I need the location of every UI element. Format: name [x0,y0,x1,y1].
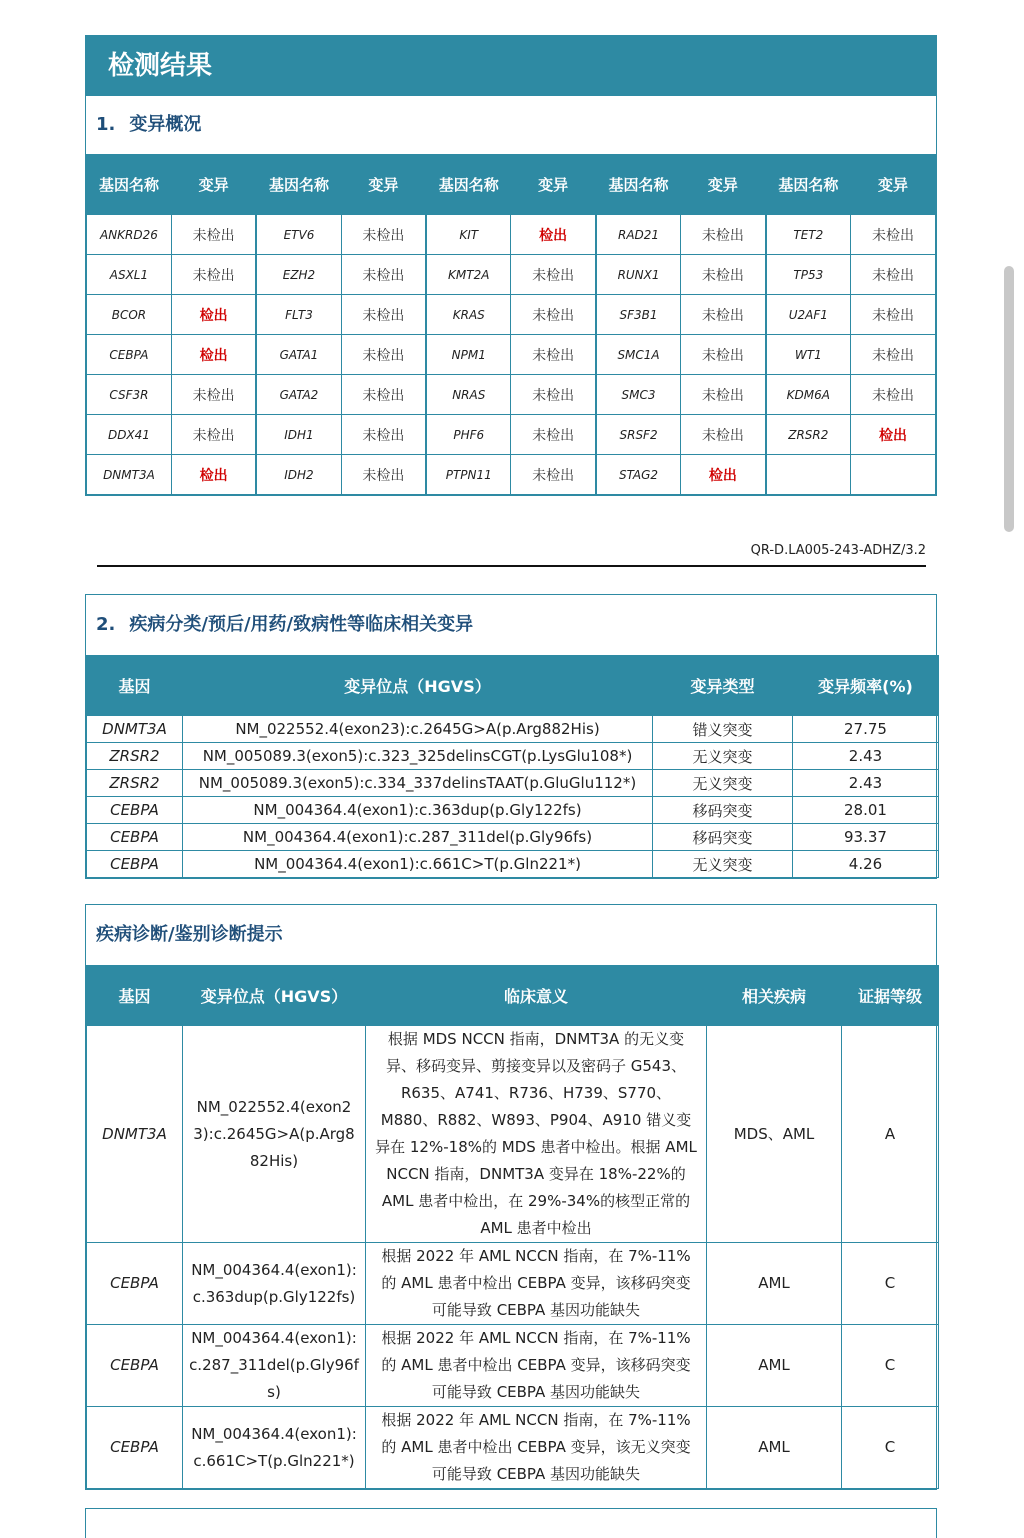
document-code: QR-D.LA005-243-ADHZ/3.2 [750,543,926,558]
col-gene: 基因 [87,656,183,716]
gene-name: ASXL1 [87,255,172,295]
variant-result: 未检出 [851,255,936,295]
heading-text: 疾病分类/预后/用药/致病性等临床相关变异 [129,614,474,635]
col-hgvs: 变异位点（HGVS） [183,656,653,716]
variant-result: 未检出 [681,375,766,415]
frequency: 2.43 [793,770,939,797]
gene-name: ETV6 [256,215,341,255]
gene: CEBPA [87,824,183,851]
gene-name: KRAS [426,295,511,335]
gene-name: RAD21 [596,215,681,255]
table-row [87,743,939,770]
variant-result [851,455,936,495]
evidence-level: C [842,1407,939,1489]
variant-result: 未检出 [341,375,426,415]
variant-result: 未检出 [681,215,766,255]
variant-result: 未检出 [171,375,256,415]
variant-result: 未检出 [851,295,936,335]
variant-overview-panel [85,35,937,496]
table-row [87,797,939,824]
variant-type: 无义突变 [653,770,793,797]
col-gene-name: 基因名称 [87,155,172,215]
gene-name: KDM6A [766,375,851,415]
table-row [87,455,936,495]
related-disease: AML [707,1243,842,1325]
col-variant: 变异 [851,155,936,215]
gene: DNMT3A [87,1026,183,1243]
table-row [87,415,936,455]
gene-name: CSF3R [87,375,172,415]
table-row [87,335,936,375]
gene-name: RUNX1 [596,255,681,295]
variant-result: 未检出 [341,215,426,255]
col-gene-name: 基因名称 [256,155,341,215]
variant-result: 未检出 [851,335,936,375]
col-frequency: 变异频率(%) [793,656,939,716]
gene-name: TET2 [766,215,851,255]
gene-name: KIT [426,215,511,255]
gene: CEBPA [87,1407,183,1489]
gene-name: SMC3 [596,375,681,415]
hgvs: NM_004364.4(exon1):c.287_311del(p.Gly96fs) [183,1325,366,1407]
hgvs: NM_004364.4(exon1):c.287_311del(p.Gly96fs) [183,824,653,851]
evidence-level: C [842,1243,939,1325]
table-row [87,851,939,878]
variant-result: 未检出 [681,415,766,455]
gene-name: ANKRD26 [87,215,172,255]
variant-result: 未检出 [341,255,426,295]
gene-name: GATA2 [256,375,341,415]
gene-name: DDX41 [87,415,172,455]
hgvs: NM_004364.4(exon1):c.363dup(p.Gly122fs) [183,1243,366,1325]
table-row [87,824,939,851]
gene: CEBPA [87,797,183,824]
hgvs: NM_005089.3(exon5):c.323_325delinsCGT(p.LysGlu108*) [183,743,653,770]
variant-result: 未检出 [341,335,426,375]
gene: ZRSR2 [87,743,183,770]
variant-result: 未检出 [851,375,936,415]
related-disease: AML [707,1325,842,1407]
col-variant: 变异 [171,155,256,215]
variant-type: 移码突变 [653,824,793,851]
gene-name: NRAS [426,375,511,415]
table-row [87,1026,939,1243]
clinical-variants-heading [86,595,936,655]
variant-result: 未检出 [341,415,426,455]
variant-result: 检出 [681,455,766,495]
table-header-row [87,155,936,215]
gene-name: SMC1A [596,335,681,375]
variant-result: 检出 [171,455,256,495]
gene: CEBPA [87,1243,183,1325]
variant-result: 检出 [171,335,256,375]
clinical-variants-panel [85,594,937,879]
frequency: 2.43 [793,743,939,770]
variant-type: 无义突变 [653,743,793,770]
gene-name: SRSF2 [596,415,681,455]
gene-name: BCOR [87,295,172,335]
gene-name: TP53 [766,255,851,295]
next-panel [85,1508,937,1538]
col-variant: 变异 [341,155,426,215]
gene-name: PTPN11 [426,455,511,495]
variant-result: 检出 [171,295,256,335]
gene-name: STAG2 [596,455,681,495]
col-variant-type: 变异类型 [653,656,793,716]
hgvs: NM_004364.4(exon1):c.363dup(p.Gly122fs) [183,797,653,824]
scrollbar-thumb[interactable] [1004,266,1014,532]
col-variant: 变异 [511,155,596,215]
related-disease: AML [707,1407,842,1489]
variant-result: 未检出 [681,255,766,295]
gene: CEBPA [87,1325,183,1407]
gene-name: NPM1 [426,335,511,375]
col-clinical-significance: 临床意义 [366,966,707,1026]
variant-result: 未检出 [171,255,256,295]
variant-result: 未检出 [171,415,256,455]
frequency: 27.75 [793,716,939,743]
variant-result: 未检出 [851,215,936,255]
gene: ZRSR2 [87,770,183,797]
diagnosis-table [86,965,939,1489]
evidence-level: C [842,1325,939,1407]
col-evidence-level: 证据等级 [842,966,939,1026]
divider [97,565,926,567]
section-title: 检测结果 [86,36,936,96]
related-disease: MDS、AML [707,1026,842,1243]
table-row [87,716,939,743]
gene-name [766,455,851,495]
gene-name: IDH1 [256,415,341,455]
variant-result: 检出 [851,415,936,455]
table-row [87,770,939,797]
clinical-variants-table [86,655,939,878]
gene-name: PHF6 [426,415,511,455]
gene-name: U2AF1 [766,295,851,335]
gene-name: EZH2 [256,255,341,295]
gene-name: IDH2 [256,455,341,495]
table-row [87,1407,939,1489]
col-gene-name: 基因名称 [426,155,511,215]
frequency: 93.37 [793,824,939,851]
table-row [87,295,936,335]
clinical-significance: 根据 2022 年 AML NCCN 指南，在 7%-11%的 AML 患者中检出 CEBPA 变异，该移码突变可能导致 CEBPA 基因功能缺失 [366,1243,707,1325]
table-row [87,1243,939,1325]
variant-result: 未检出 [681,335,766,375]
clinical-significance: 根据 MDS NCCN 指南，DNMT3A 的无义变异、移码变异、剪接变异以及密码子 G543、R635、A741、R736、H739、S770、M880、R882、W893、P904、A910 错义变异在 12%-18%的 MDS 患者中检出。根据 AML NCCN 指南，DNMT3A 变异在 18%-22%的 AML 患者中检出，在 29%-34%的核型正常的 AML 患者中检出 [366,1026,707,1243]
variant-result: 未检出 [511,375,596,415]
col-gene-name: 基因名称 [596,155,681,215]
table-header-row [87,656,939,716]
col-variant: 变异 [681,155,766,215]
clinical-significance: 根据 2022 年 AML NCCN 指南，在 7%-11%的 AML 患者中检出 CEBPA 变异，该移码突变可能导致 CEBPA 基因功能缺失 [366,1325,707,1407]
hgvs: NM_005089.3(exon5):c.334_337delinsTAAT(p.GluGlu112*) [183,770,653,797]
diagnosis-heading: 疾病诊断/鉴别诊断提示 [96,924,283,945]
variant-result: 未检出 [511,335,596,375]
frequency: 4.26 [793,851,939,878]
heading-number: 2. [96,614,116,635]
variant-type: 无义突变 [653,851,793,878]
col-gene: 基因 [87,966,183,1026]
gene-name: SF3B1 [596,295,681,335]
diagnosis-panel [85,904,937,1490]
col-related-disease: 相关疾病 [707,966,842,1026]
hgvs: NM_022552.4(exon23):c.2645G>A(p.Arg882His) [183,1026,366,1243]
table-row [87,1325,939,1407]
table-header-row [87,966,939,1026]
variant-result: 未检出 [511,255,596,295]
gene-name: ZRSR2 [766,415,851,455]
variant-result: 未检出 [341,455,426,495]
gene: CEBPA [87,851,183,878]
gene-name: WT1 [766,335,851,375]
hgvs: NM_022552.4(exon23):c.2645G>A(p.Arg882His) [183,716,653,743]
evidence-level: A [842,1026,939,1243]
gene-name: GATA1 [256,335,341,375]
gene-name: FLT3 [256,295,341,335]
heading-number: 1. [96,114,116,135]
variant-overview-table [86,154,936,495]
variant-result: 未检出 [511,455,596,495]
gene-name: CEBPA [87,335,172,375]
gene-name: KMT2A [426,255,511,295]
table-row [87,375,936,415]
variant-result: 未检出 [171,215,256,255]
table-row [87,215,936,255]
variant-result: 未检出 [341,295,426,335]
variant-type: 错义突变 [653,716,793,743]
clinical-significance: 根据 2022 年 AML NCCN 指南，在 7%-11%的 AML 患者中检出 CEBPA 变异，该无义突变可能导致 CEBPA 基因功能缺失 [366,1407,707,1489]
gene: DNMT3A [87,716,183,743]
variant-result: 未检出 [511,295,596,335]
col-hgvs: 变异位点（HGVS） [183,966,366,1026]
frequency: 28.01 [793,797,939,824]
col-gene-name: 基因名称 [766,155,851,215]
variant-type: 移码突变 [653,797,793,824]
variant-result: 检出 [511,215,596,255]
gene-name: DNMT3A [87,455,172,495]
hgvs: NM_004364.4(exon1):c.661C>T(p.Gln221*) [183,851,653,878]
table-row [87,255,936,295]
heading-text: 变异概况 [129,114,202,135]
variant-result: 未检出 [511,415,596,455]
variant-overview-heading [86,96,936,154]
variant-result: 未检出 [681,295,766,335]
hgvs: NM_004364.4(exon1):c.661C>T(p.Gln221*) [183,1407,366,1489]
